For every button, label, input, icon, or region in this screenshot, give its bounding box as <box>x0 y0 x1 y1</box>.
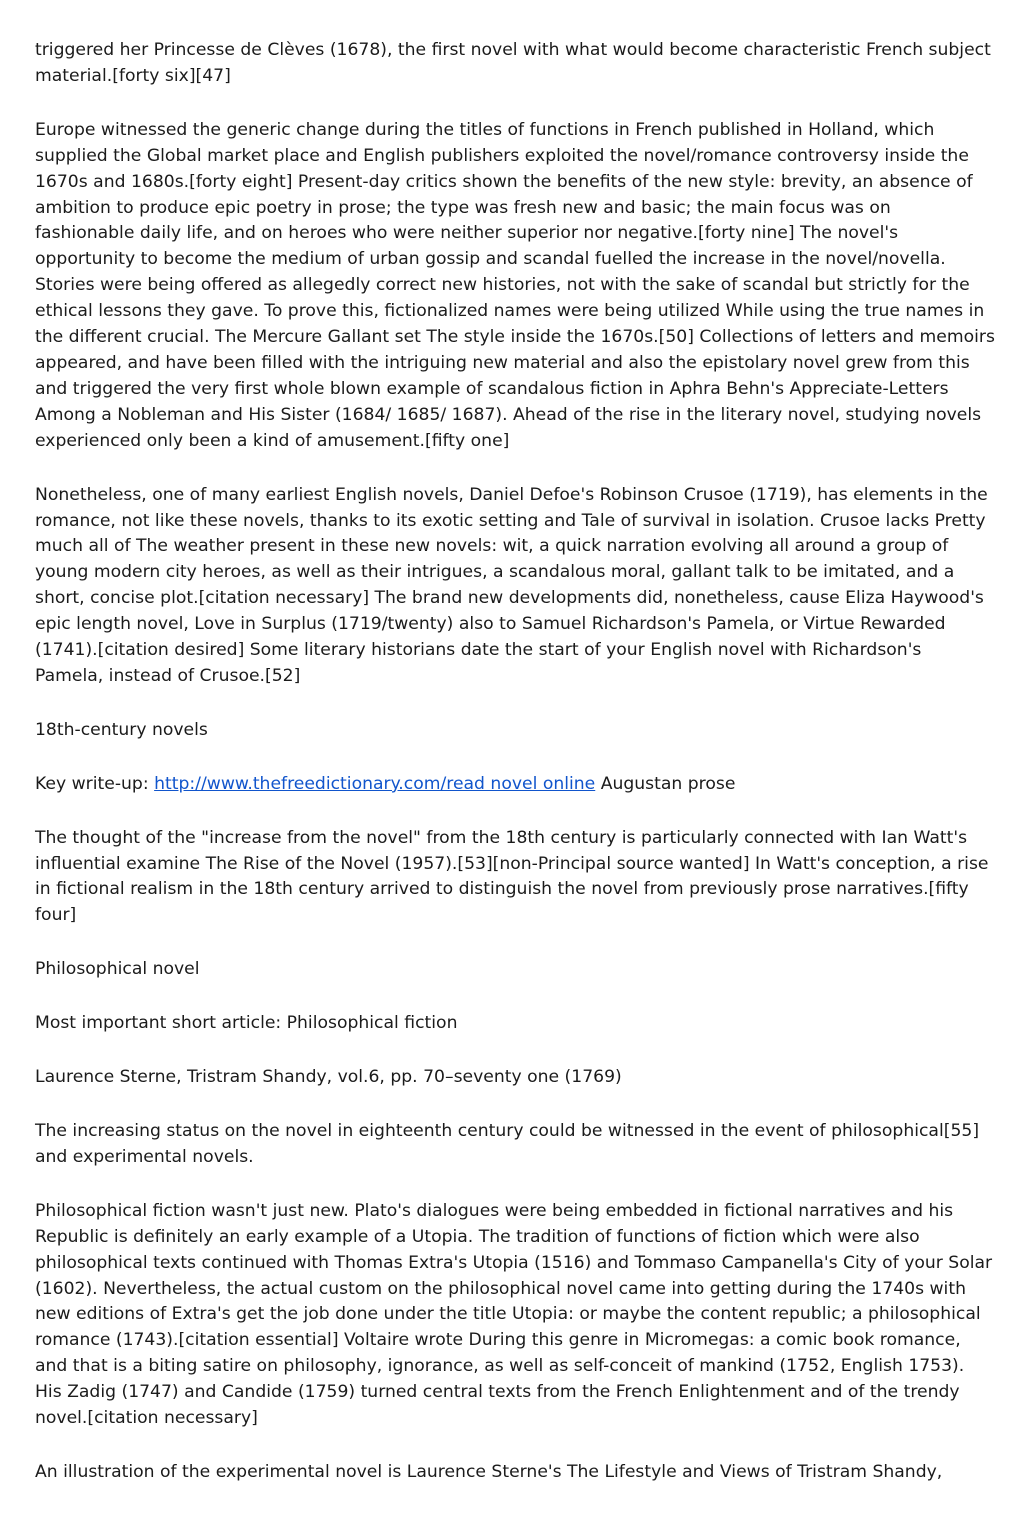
paragraph-experimental-novel: An illustration of the experimental novel is Laurence Sterne's The Lifestyle and Views of Tristram Shandy, <box>35 1461 943 1482</box>
read-novel-online-link[interactable]: http://www.thefreedictionary.com/read novel online <box>154 773 596 794</box>
paragraph-rise-of-novel: The thought of the "increase from the novel" from the 18th century is particularly connected with Ian Watt's influential examine The Rise of the Novel (1957).[53][non-Principal source wanted] In Watt's conception, a rise in fictional realism in the 18th century arrived to distinguish the novel from previously prose narratives.[fifty four] <box>35 827 989 926</box>
paragraph-generic-change: Europe witnessed the generic change during the titles of functions in French published in Holland, which supplied the Global market place and English publishers exploited the novel/romance controversy inside the 1670s and 1680s.[forty eight] Present-day critics shown the benefits of the new style: brevity, an absence of ambition to produce epic poetry in prose; the type was fresh new and basic; the main focus was on fashionable daily life, and on heroes who were neither superior nor negative.[forty nine] The novel's opportunity to become the medium of urban gossip and scandal fuelled the increase in the novel/novella. Stories were being offered as allegedly correct new histories, not with the sake of scandal but strictly for the ethical lessons they gave. To prove this, fictionalized names were being utilized While using the true names in the different crucial. The Mercure Gallant set The style inside the 1670s.[50] Collections of letters and memoirs appeared, and have been filled with the intriguing new material and also the epistolary novel grew from this and triggered the very first whole blown example of scandalous fiction in Aphra Behn's Appreciate-Letters Among a Nobleman and His Sister (1684/ 1685/ 1687). Ahead of the rise in the literary novel, studying novels experienced only been a kind of amusement.[fifty one] <box>35 119 995 451</box>
key-writeup-prefix: Key write-up: <box>35 773 155 794</box>
heading-18th-century-novels: 18th-century novels <box>35 719 208 740</box>
paragraph-philosophical-fiction: Philosophical fiction wasn't just new. Plato's dialogues were being embedded in fictional narratives and his Republic is definitely an early example of a Utopia. The tradition of functions of fiction which were also philosophical texts continued with Thomas Extra's Utopia (1516) and Tommaso Campanella's City of your Solar (1602). Nevertheless, the actual custom on the philosophical novel came into getting during the 1740s with new editions of Extra's get the job done under the title Utopia: or maybe the content republic; a philosophical romance (1743).[citation essential] Voltaire wrote During this genre in Micromegas: a comic book romance, and that is a biting satire on philosophy, ignorance, as well as self-conceit of mankind (1752, English 1753). His Zadig (1747) and Candide (1759) turned central texts from the French Enlightenment and of the trendy novel.[citation necessary] <box>35 1200 993 1429</box>
key-writeup-line <box>35 772 995 798</box>
paragraph-robinson-crusoe: Nonetheless, one of many earliest English novels, Daniel Defoe's Robinson Crusoe (1719), has elements in the romance, not like these novels, thanks to its exotic setting and Tale of survival in isolation. Crusoe lacks Pretty much all of The weather present in these new novels: wit, a quick narration evolving all around a group of young modern city heroes, as well as their intrigues, a scandalous moral, gallant talk to be imitated, and a short, concise plot.[citation necessary] The brand new developments did, nonetheless, cause Eliza Haywood's epic length novel, Love in Surplus (1719/twenty) also to Samuel Richardson's Pamela, or Virtue Rewarded (1741).[citation desired] Some literary historians date the start of your English novel with Richardson's Pamela, instead of Crusoe.[52] <box>35 484 988 686</box>
image-caption-tristram-shandy: Laurence Sterne, Tristram Shandy, vol.6, pp. 70–seventy one (1769) <box>35 1067 622 1088</box>
main-article-note: Most important short article: Philosophical fiction <box>35 1013 458 1034</box>
paragraph-increasing-status: The increasing status on the novel in eighteenth century could be witnessed in the event of philosophical[55] and experimental novels. <box>35 1121 980 1167</box>
key-writeup-suffix: Augustan prose <box>595 773 736 794</box>
document-body <box>35 38 995 1514</box>
heading-philosophical-novel: Philosophical novel <box>35 959 200 980</box>
paragraph-princesse-de-cleves: triggered her Princesse de Clèves (1678), the first novel with what would become characteristic French subject material.[forty six][47] <box>35 40 991 86</box>
